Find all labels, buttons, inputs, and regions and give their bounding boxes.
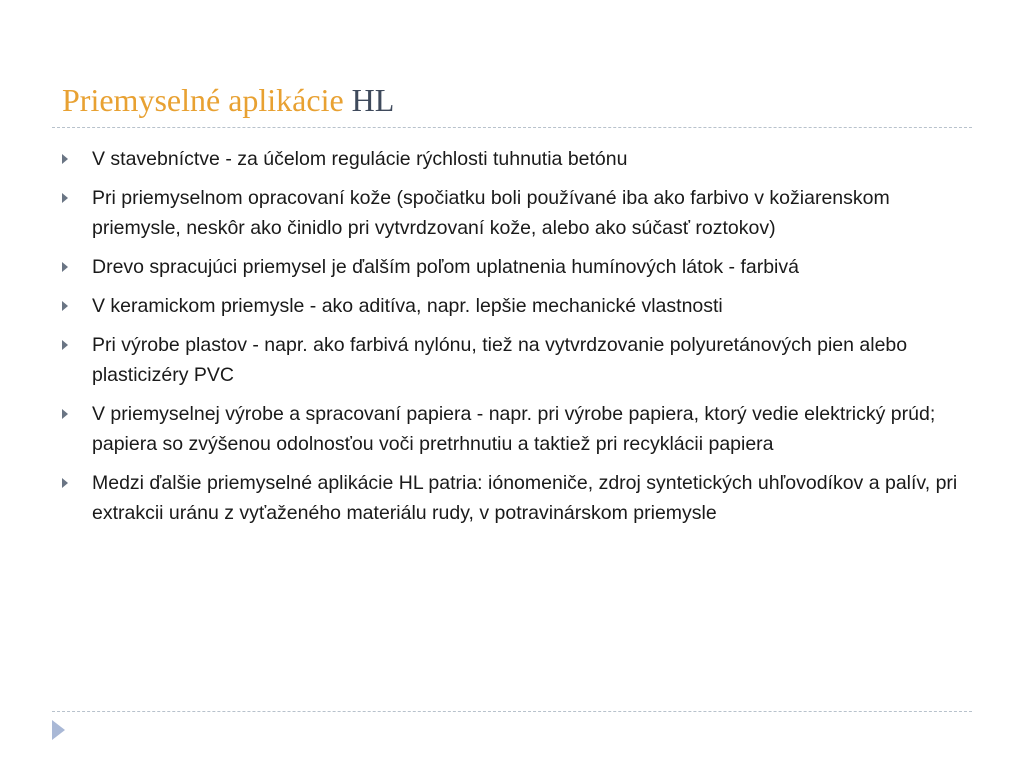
title-accent: Priemyselné aplikácie	[62, 82, 344, 118]
title-rest: HL	[351, 82, 395, 118]
bullet-text: Medzi ďalšie priemyselné aplikácie HL patria: iónomeniče, zdroj syntetických uhľovodíkov a palív, pri extrakcii uránu z vyťaženého materiálu rudy, v potravinárskom priemysle	[92, 472, 958, 524]
bullet-list	[60, 144, 960, 537]
bullet-triangle-icon	[62, 154, 68, 164]
bullet-triangle-icon	[62, 409, 68, 419]
bullet-triangle-icon	[62, 478, 68, 488]
bullet-item	[60, 399, 960, 459]
bullet-triangle-icon	[62, 301, 68, 311]
bullet-item	[60, 183, 960, 243]
bullet-item	[60, 330, 960, 390]
slide-title	[62, 80, 394, 120]
bullet-item	[60, 468, 960, 528]
bullet-triangle-icon	[62, 340, 68, 350]
bullet-item	[60, 252, 960, 282]
bullet-text: Drevo spracujúci priemysel je ďalším poľom uplatnenia humínových látok - farbivá	[92, 256, 799, 278]
bullet-text: V stavebníctve - za účelom regulácie rýchlosti tuhnutia betónu	[92, 148, 628, 170]
bullet-triangle-icon	[62, 193, 68, 203]
play-arrow-icon[interactable]	[52, 720, 65, 740]
bullet-text: Pri priemyselnom opracovaní kože (spočiatku boli používané iba ako farbivo v kožiarenskom priemysle, neskôr ako činidlo pri vytvrdzovaní kože, alebo ako súčasť roztokov)	[92, 187, 890, 239]
bullet-item	[60, 144, 960, 174]
bullet-item	[60, 291, 960, 321]
title-divider	[52, 127, 972, 128]
footer-divider	[52, 711, 972, 712]
bullet-text: V keramickom priemysle - ako aditíva, napr. lepšie mechanické vlastnosti	[92, 295, 723, 317]
bullet-text: V priemyselnej výrobe a spracovaní papiera - napr. pri výrobe papiera, ktorý vedie elektrický prúd; papiera so zvýšenou odolnosťou voči pretrhnutiu a taktiež pri recyklácii papiera	[92, 403, 936, 455]
bullet-text: Pri výrobe plastov - napr. ako farbivá nylónu, tiež na vytvrdzovanie polyuretánových pien alebo plasticizéry PVC	[92, 334, 908, 386]
bullet-triangle-icon	[62, 262, 68, 272]
